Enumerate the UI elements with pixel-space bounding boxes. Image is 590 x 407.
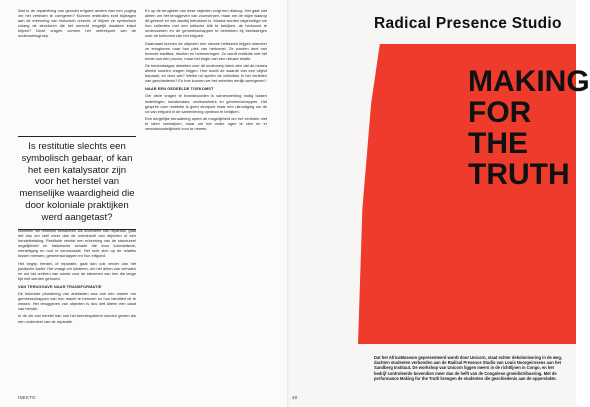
paragraph: Het begrip herstel, of reparatie, gaat dan ook verder dan het juridische kader. Het vraagt om luisteren, om het delen van verhalen en om het creëren van ruimte voor de stemmen van hen die lange tijd niet werden gehoord. xyxy=(18,260,136,281)
paragraph: De koloniale plundering van artefacten was ook een manier om gemeenschappen van hun macht te beroven en hun identiteit uit te wissen. Het teruggeven van objecten is dus niet alleen een daad van herstel. xyxy=(18,291,136,312)
section-subhead: NAAR EEN GEDEELDE TOEKOMST xyxy=(145,86,214,92)
page-folio-left: INEKTO xyxy=(18,395,36,400)
poster-headline xyxy=(468,65,590,191)
poster-line: MAKING xyxy=(468,65,590,98)
poster-line: FOR xyxy=(468,96,532,129)
pull-quote-text: Is restitutie slechts een symbolisch gebaar, of kan het een katalysator zijn voor het herstel van menselijke waardigheid die door koloniale praktijken werd aangetast? xyxy=(19,141,135,223)
studio-title: Radical Presence Studio xyxy=(374,15,562,32)
body-column-1-bottom xyxy=(18,228,136,326)
paragraph: Wat is de repatriëring van geroofd erfgoed anders dan een poging om het verleden te corrigeren? Kunnen restituties echt bijdragen aan de erkenning van historisch onrecht, of blijven ze symbolisch zolang de structuren die het onrecht mogelijk maakten intact blijven? Deze vragen vormen het vertrekpunt van de onderzoeksgroep. xyxy=(18,8,136,39)
poster-line: THE xyxy=(468,127,528,160)
paragraph: Daarnaast kunnen de objecten een nieuwe betekenis krijgen wanneer ze terugkeren naar hun plek van herkomst. Ze worden deel van levende tradities, rituelen en herinneringen. Zo wordt restitutie niet het einde van een proces, maar het begin van een nieuwe relatie. xyxy=(145,40,267,61)
pull-quote xyxy=(18,136,136,230)
page-gutter xyxy=(287,0,289,407)
paragraph: En op de terugkeer van deze objecten volgt een dialoog. Het gaat niet alleen om het teruggeven van voorwerpen, maar om de wijze waarop dit gebeurt en wie daarbij betrokken is. Musea worden uitgenodigd om hun collecties met een kritische blik te bekijken, de herkomst te onderzoeken en de gemeenschappen te betrekken bij beslissingen over de toekomst van het erfgoed. xyxy=(145,8,267,39)
page-folio-right: 40 xyxy=(292,395,298,400)
image-caption: Dat het AfricaMuseum gepresenteerd wordt door Unicorn, staat echter dekolonisering in de weg, dachten studenten verbonden aan de Radical Presence Studio van Louis Noorgeirssens aan het Sandberg Instituut. De workshop van Unicorn liggen meers in de richtlijnen in Congo, en het bedrijf controleerde bovendien meer dan de helft van de Congolese groeidistribuering. Met de performance Making for the Truth brengen de studenten die geschiedenis aan de oppervlakte. xyxy=(374,355,562,381)
body-column-1-top xyxy=(18,8,136,41)
paragraph: Om deze vragen te beantwoorden is samenwerking nodig tussen instellingen, kunstenaars, onderzoekers en gemeenschappen. Het gesprek over restitutie is geen eindpunt maar een uitnodiging om de rol van erfgoed in de samenleving opnieuw te bekijken. xyxy=(145,93,267,114)
section-subhead: VAN TERUGGAVE NAAR TRANSFORMATIE xyxy=(18,283,102,289)
paragraph: In de zin van herstel kan ook het kennissysteem worden gezien als een onderdeel van de reparatie. xyxy=(18,313,136,324)
paragraph: De hedendaagse debatten over dit onderwerp laten zien dat de musea allerlei soorten vragen krijgen. Hoe wordt de waarde van een object bepaald, en door wie? Welke rol spelen de collecties in het vertellen van geschiedenis? En hoe kunnen we het verleden eerlijk weergeven? xyxy=(145,62,267,84)
body-column-2 xyxy=(145,8,267,133)
poster-line: TRUTH xyxy=(468,158,570,191)
paragraph: Een dergelijke benadering opent de mogelijkheid om het verleden niet te laten verdwijnen, maar om het onder ogen te zien en er verantwoordelijkheid voor te nemen. xyxy=(145,115,267,131)
left-page xyxy=(0,0,288,407)
right-page xyxy=(288,0,590,407)
paragraph: Wanneer we restitutie benaderen als onderdeel van reparatie, gaat het dus om veel meer dan de overdracht van objecten of een herstelbetaling. Restitutie vereist een erkenning van de structureel ongelijkheid en historische schade die door kolonialisme, vernietiging en roof is veroorzaakt. Het richt zich op de relaties tussen mensen, gemeenschappen en hun erfgoed. xyxy=(18,228,136,259)
